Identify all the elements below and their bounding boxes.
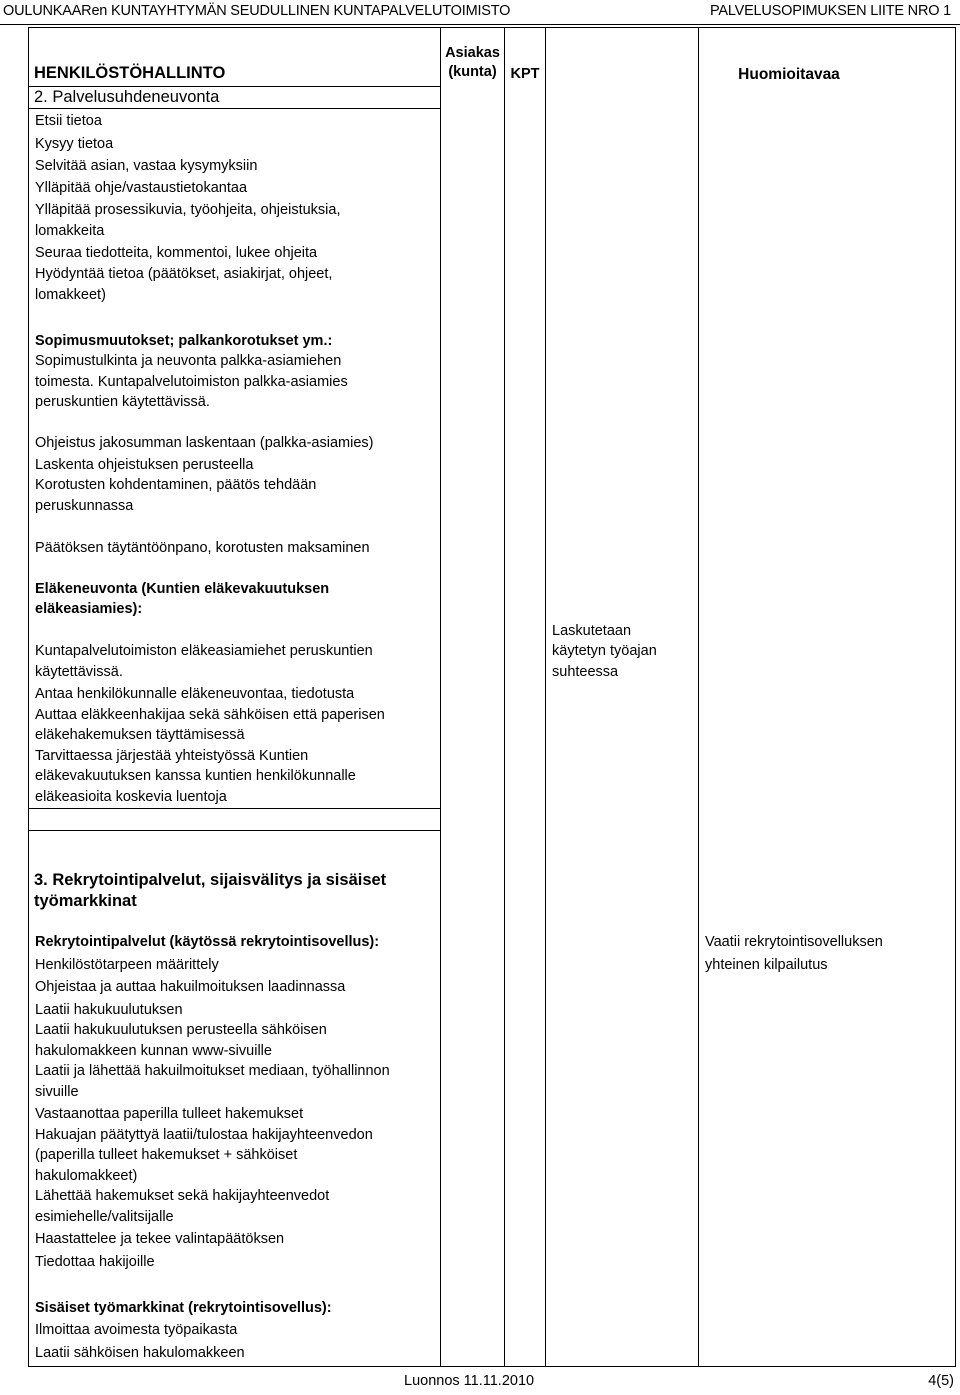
column-divider [698,28,699,1366]
column-divider [504,28,505,1366]
sopimus-title: Sopimusmuutokset; palkankorotukset ym.: [35,333,333,349]
list-item: Ilmoittaa avoimesta työpaikasta [35,1322,238,1338]
list-item: Ylläpitää prosessikuvia, työohjeita, ohjeistuksia, [35,202,341,218]
section-title: HENKILÖSTÖHALLINTO [34,64,226,82]
list-item: Haastattelee ja tekee valintapäätöksen [35,1231,285,1247]
list-item: Lähettää hakemukset sekä hakijayhteenvedot [35,1188,330,1204]
list-item: toimesta. Kuntapalvelutoimiston palkka-asiamies [35,374,348,390]
column-header-huomioitavaa: Huomioitavaa [738,66,840,83]
column-divider [440,28,441,1366]
list-item: Vastaanottaa paperilla tulleet hakemukset [35,1106,304,1122]
list-item: Kuntapalvelutoimiston eläkeasiamiehet peruskuntien [35,643,373,659]
column-header-kpt: KPT [510,66,540,82]
elake-title: eläkeasiamies): [35,601,143,617]
list-item: Laatii ja lähettää hakuilmoitukset mediaan, työhallinnon [35,1063,390,1079]
list-item: eläkeasioita koskevia luentoja [35,789,227,805]
header-appendix: PALVELUSOPIMUKSEN LIITE NRO 1 [709,3,951,19]
sisaiset-title: Sisäiset työmarkkinat (rekrytointisovellus): [35,1300,332,1316]
list-item: Laatii hakukuulutuksen [35,1002,183,1018]
kpt-note: käytetyn työajan [552,643,657,659]
service-table [28,27,956,1367]
list-item: Ohjeistaa ja auttaa hakuilmoituksen laadinnassa [35,979,346,995]
kpt-note: suhteessa [552,664,619,680]
huomioitavaa-note: yhteinen kilpailutus [705,957,828,973]
list-item: eläkehakemuksen täyttämisessä [35,727,245,743]
page-header [0,0,960,25]
list-item: Hakuajan päätyttyä laatii/tulostaa hakijayhteenvedon [35,1127,373,1143]
section-3-title: 3. Rekrytointipalvelut, sijaisvälitys ja sisäiset [34,871,387,889]
list-item: (paperilla tulleet hakemukset + sähköiset [35,1147,298,1163]
header-organization: OULUNKAARen KUNTAYHTYMÄN SEUDULLINEN KUNTAPALVELUTOIMISTO [3,3,511,19]
list-item: Auttaa eläkkeenhakijaa sekä sähköisen että paperisen [35,707,385,723]
list-item: Kysyy tietoa [35,136,114,152]
list-item: Laatii hakukuulutuksen perusteella sähköisen [35,1022,327,1038]
list-item: hakulomakkeen kunnan www-sivuille [35,1043,272,1059]
list-item: Henkilöstötarpeen määrittely [35,957,219,973]
section-2-title: 2. Palvelusuhdeneuvonta [34,88,220,106]
row-divider [29,108,440,109]
section-3-title: työmarkkinat [34,892,137,910]
list-item: peruskunnassa [35,498,134,514]
list-item: Selvitää asian, vastaa kysymyksiin [35,158,258,174]
footer-date: Luonnos 11.11.2010 [404,1373,535,1389]
list-item: hakulomakkeet) [35,1168,138,1184]
list-item: Korotusten kohdentaminen, päätös tehdään [35,477,317,493]
list-item: Päätöksen täytäntöönpano, korotusten maksaminen [35,540,370,556]
list-item: Ohjeistus jakosumman laskentaan (palkka-asiamies) [35,435,374,451]
kpt-note: Laskutetaan [552,623,632,639]
list-item: Antaa henkilökunnalle eläkeneuvontaa, tiedotusta [35,686,355,702]
elake-title: Eläkeneuvonta (Kuntien eläkevakuutuksen [35,581,330,597]
list-item: peruskuntien käytettävissä. [35,394,210,410]
list-item: Seuraa tiedotteita, kommentoi, lukee ohjeita [35,245,318,261]
list-item: Laskenta ohjeistuksen perusteella [35,457,254,473]
list-item: käytettävissä. [35,664,123,680]
list-item: lomakkeita [35,223,105,239]
list-item: esimiehelle/valitsijalle [35,1209,174,1225]
row-divider [29,830,440,831]
huomioitavaa-note: Vaatii rekrytointisovelluksen [705,934,883,950]
list-item: Tarvittaessa järjestää yhteistyössä Kuntien [35,748,309,764]
list-item: Sopimustulkinta ja neuvonta palkka-asiamiehen [35,353,342,369]
list-item: sivuille [35,1084,79,1100]
list-item: Ylläpitää ohje/vastaustietokantaa [35,180,248,196]
footer-page-number: 4(5) [928,1373,954,1389]
column-header-asiakas: Asiakas (kunta) [445,45,500,80]
list-item: Hyödyntää tietoa (päätökset, asiakirjat, ohjeet, [35,266,333,282]
row-divider [29,808,440,809]
list-item: eläkevakuutuksen kanssa kuntien henkilökunnalle [35,768,356,784]
list-item: lomakkeet) [35,287,106,303]
list-item: Tiedottaa hakijoille [35,1254,155,1270]
rekry-title: Rekrytointipalvelut (käytössä rekrytointisovellus): [35,934,380,950]
list-item: Laatii sähköisen hakulomakkeen [35,1345,245,1361]
column-divider [545,28,546,1366]
list-item: Etsii tietoa [35,113,102,129]
